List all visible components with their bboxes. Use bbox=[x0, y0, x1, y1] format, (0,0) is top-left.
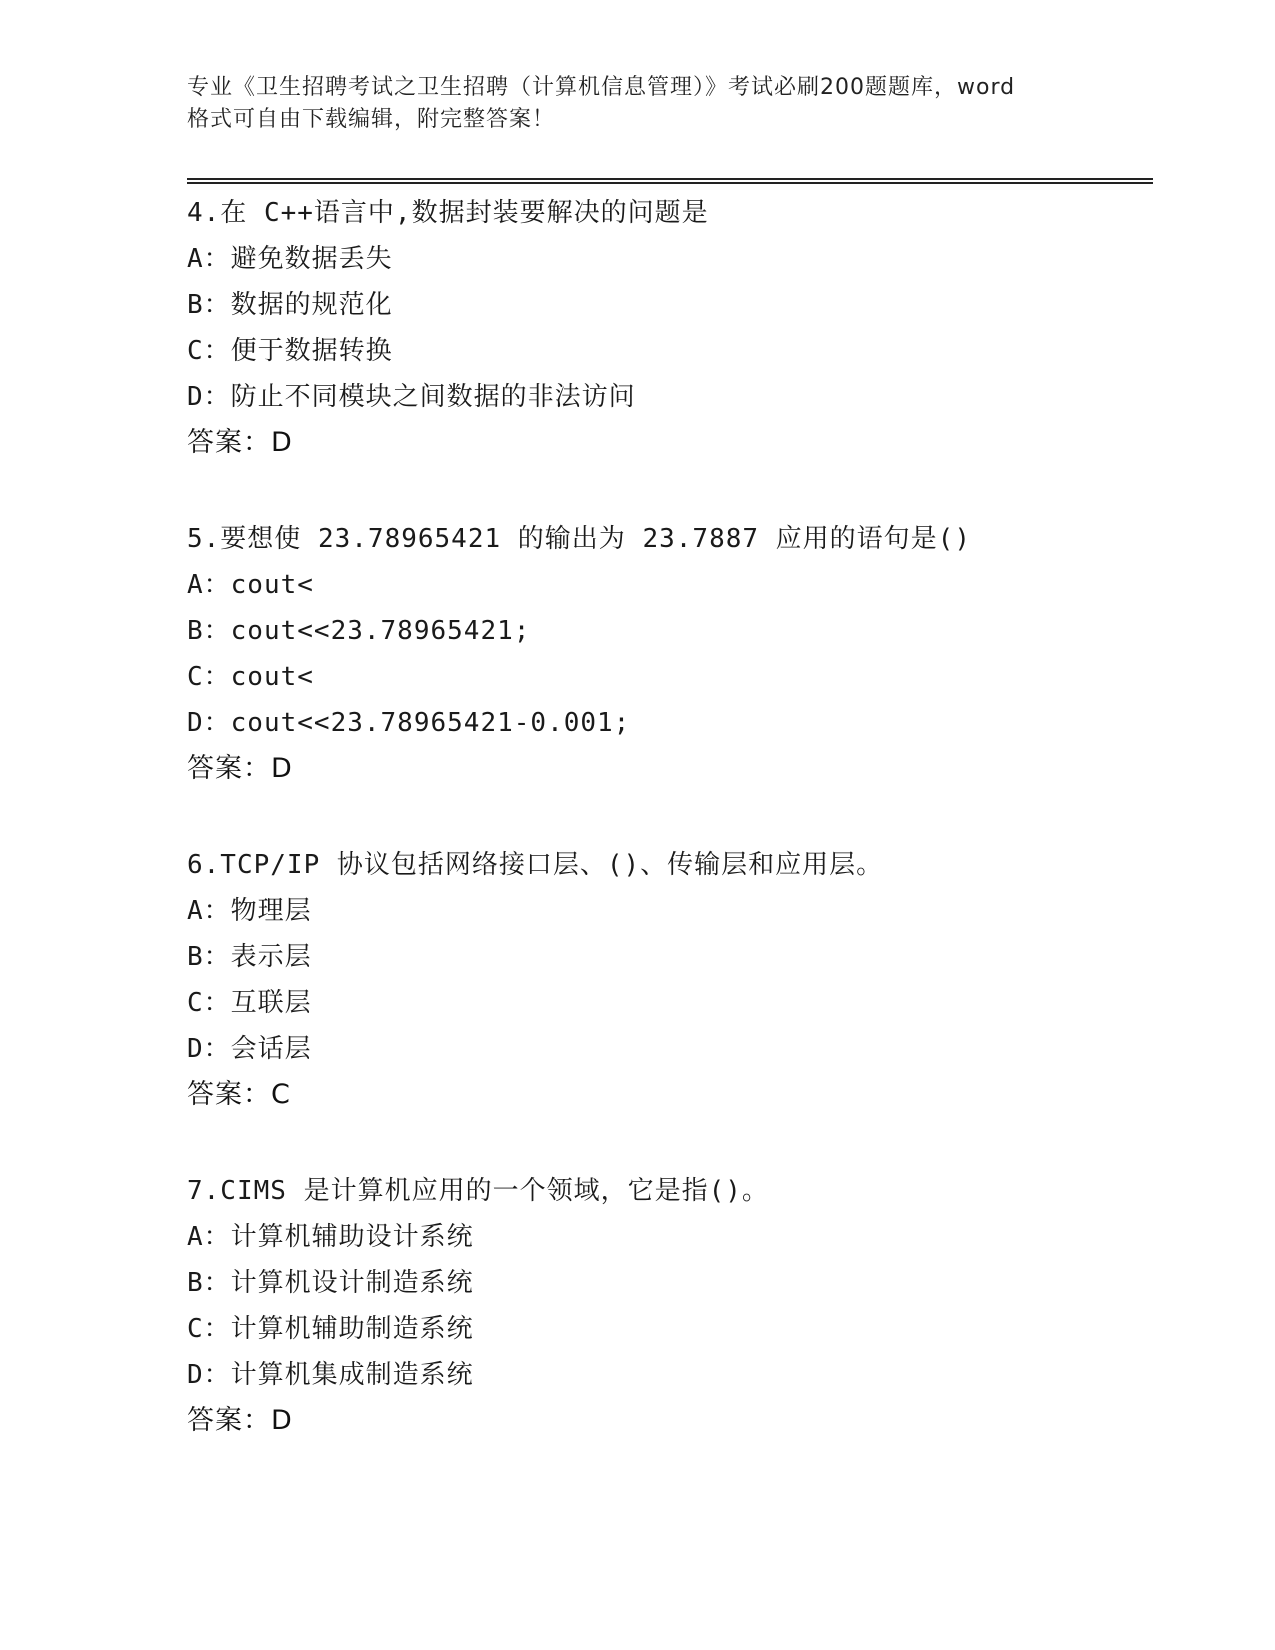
option-d: D：会话层 bbox=[187, 1034, 312, 1064]
question-title: 4.在 C++语言中,数据封装要解决的问题是 bbox=[187, 198, 709, 228]
document-page bbox=[187, 0, 1157, 1650]
option-b: B：cout<<23.78965421; bbox=[187, 616, 531, 646]
question-title: 5.要想使 23.78965421 的输出为 23.7887 应用的语句是() bbox=[187, 524, 971, 554]
answer: 答案：D bbox=[187, 1405, 293, 1436]
question-6 bbox=[187, 842, 1153, 1118]
option-a: A：cout< bbox=[187, 570, 314, 600]
header-line-1: 专业《卫生招聘考试之卫生招聘（计算机信息管理）》考试必刷200题题库，word bbox=[187, 75, 1016, 100]
document-header bbox=[187, 72, 1147, 136]
answer: 答案：D bbox=[187, 753, 293, 784]
answer: 答案：C bbox=[187, 1079, 291, 1110]
option-c: C：便于数据转换 bbox=[187, 336, 393, 366]
option-b: B：计算机设计制造系统 bbox=[187, 1268, 474, 1298]
question-title: 7.CIMS 是计算机应用的一个领域，它是指()。 bbox=[187, 1176, 769, 1206]
option-b: B：表示层 bbox=[187, 942, 312, 972]
question-4 bbox=[187, 190, 1153, 466]
question-title: 6.TCP/IP 协议包括网络接口层、()、传输层和应用层。 bbox=[187, 850, 884, 880]
header-divider bbox=[187, 178, 1153, 184]
option-a: A：计算机辅助设计系统 bbox=[187, 1222, 474, 1252]
question-7 bbox=[187, 1168, 1153, 1444]
option-d: D：防止不同模块之间数据的非法访问 bbox=[187, 382, 636, 412]
option-b: B：数据的规范化 bbox=[187, 290, 393, 320]
question-list bbox=[187, 190, 1153, 1494]
option-c: C：互联层 bbox=[187, 988, 312, 1018]
header-line-2: 格式可自由下载编辑，附完整答案！ bbox=[187, 107, 556, 132]
option-a: A：物理层 bbox=[187, 896, 312, 926]
option-c: C：计算机辅助制造系统 bbox=[187, 1314, 474, 1344]
question-5 bbox=[187, 516, 1153, 792]
option-d: D：计算机集成制造系统 bbox=[187, 1360, 474, 1390]
option-d: D：cout<<23.78965421-0.001; bbox=[187, 708, 631, 738]
answer: 答案：D bbox=[187, 427, 293, 458]
option-a: A：避免数据丢失 bbox=[187, 244, 393, 274]
option-c: C：cout< bbox=[187, 662, 314, 692]
